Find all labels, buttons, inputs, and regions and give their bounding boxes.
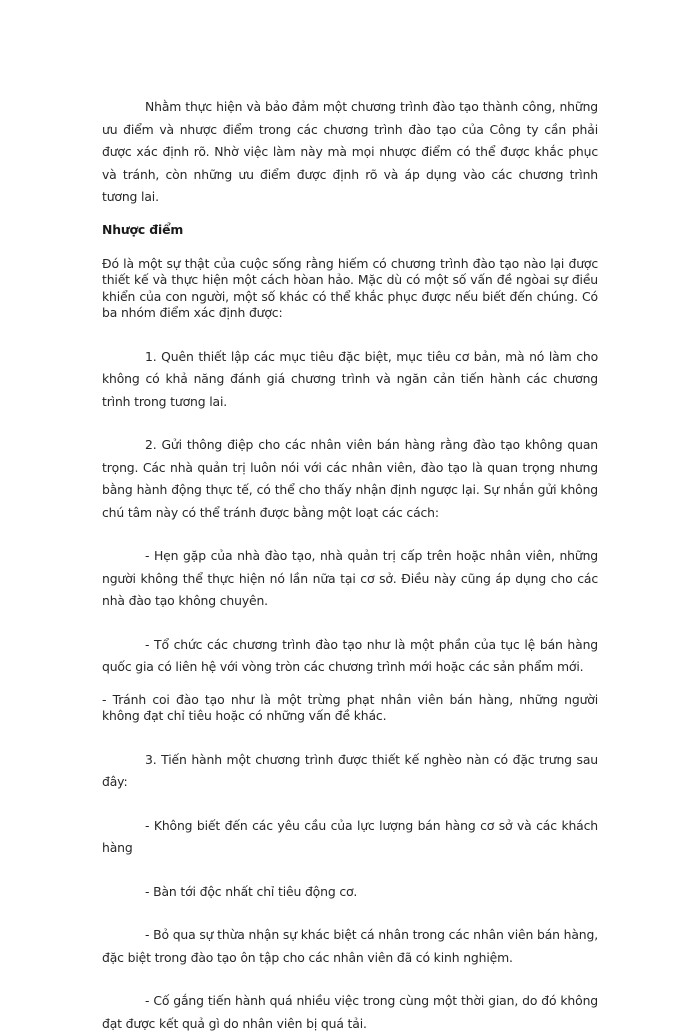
item-2-sub-b: - Tổ chức các chương trình đào tạo như là một phần của tục lệ bán hàng quốc gia có liên hệ với vòng tròn các chương trình mới hoặc các sản phẩm mới. xyxy=(102,636,598,674)
item-1: 1. Quên thiết lập các mục tiêu đặc biệt, mục tiêu cơ bản, mà nó làm cho không có khả năng đánh giá chương trình và ngăn cản tiến hành các chương trình trong tương lai. xyxy=(102,348,598,409)
section-heading: Nhược điểm xyxy=(102,221,184,237)
item-3-sub-c: - Bỏ qua sự thừa nhận sự khác biệt cá nhân trong các nhân viên bán hàng, đặc biệt trong đào tạo ôn tập cho các nhân viên đã có kinh nghiệm. xyxy=(102,927,598,965)
item-3-sub-d: - Cố gắng tiến hành quá nhiều việc trong cùng một thời gian, do đó không đạt được kết quả gì do nhân viên bị quá tải. xyxy=(102,993,598,1031)
item-2-sub-a: - Hẹn gặp của nhà đào tạo, nhà quản trị cấp trên hoặc nhân viên, những người không thể thực hiện nó lần nữa tại cơ sở. Điều này cũng áp dụng cho các nhà đào tạo không chuyên. xyxy=(102,548,598,608)
document-page xyxy=(102,96,598,1035)
item-2: 2. Gửi thông điệp cho các nhân viên bán hàng rằng đào tạo không quan trọng. Các nhà quản trị luôn nói với các nhân viên, đào tạo là quan trọng nhưng bằng hành động thực tế, có thể cho thấy nhận định ngược lại. Sự nhắn gửi không chú tâm này có thể tránh được bằng một loạt các cách: xyxy=(102,437,598,520)
overview-paragraph: Đó là một sự thật của cuộc sống rằng hiếm có chương trình đào tạo nào lại được thiết kế và thực hiện một cách hòan hảo. Mặc dù có một số vấn đề ngòai sự điều khiển của con người, một số khác có thể khắc phục được nếu biết đến chúng. Có ba nhóm điểm xác định được: xyxy=(102,255,598,320)
intro-paragraph: Nhằm thực hiện và bảo đảm một chương trình đào tạo thành công, những ưu điểm và nhược điểm trong các chương trình đào tạo của Công ty cần phải được xác định rõ. Nhờ việc làm này mà mọi nhược điểm có thể được khắc phục và tránh, còn những ưu điểm được định rõ và áp dụng vào các chương trình tương lai. xyxy=(102,99,598,204)
item-3-sub-a: - Không biết đến các yêu cầu của lực lượng bán hàng cơ sở và các khách hàng xyxy=(102,817,598,855)
item-2-sub-c: - Tránh coi đào tạo như là một trừng phạt nhân viên bán hàng, những người không đạt chỉ tiêu hoặc có những vấn đề khác. xyxy=(102,691,598,723)
item-3: 3. Tiến hành một chương trình được thiết kế nghèo nàn có đặc trưng sau đây: xyxy=(102,751,598,789)
item-3-sub-b: - Bàn tới độc nhất chỉ tiêu động cơ. xyxy=(145,883,358,899)
